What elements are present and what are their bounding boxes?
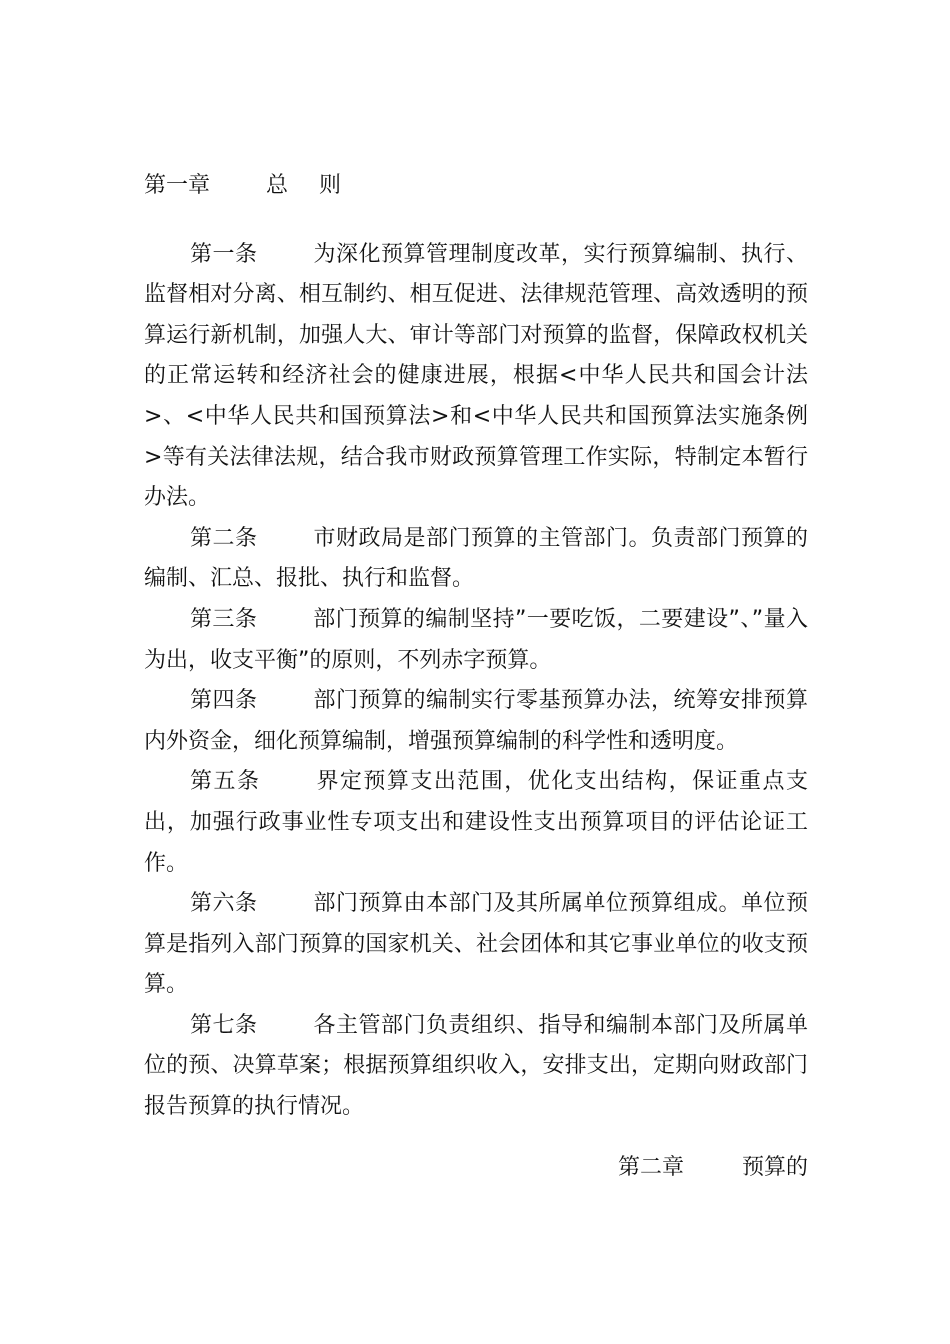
article-2	[144, 519, 808, 600]
article-text: 各主管部门负责组织、指导和编制本部门及所属单位的预、决算草案；根据预算组织收入，安排支出，定期向财政部门报告预算的执行情况。	[144, 1012, 808, 1120]
chapter-label: 第一章	[144, 173, 211, 198]
chapter-label: 第二章	[617, 1155, 684, 1180]
article-number: 第五条	[190, 769, 261, 795]
article-number: 第一条	[190, 241, 258, 267]
chapter-title: 总 则	[266, 173, 342, 198]
article-4	[144, 681, 808, 762]
article-text: 部门预算由本部门及其所属单位预算组成。单位预算是指列入部门预算的国家机关、社会团体和其它事业单位的收支预算。	[144, 891, 808, 998]
article-number: 第六条	[190, 891, 258, 917]
article-3	[144, 600, 808, 681]
article-number: 第四条	[190, 688, 258, 714]
article-number: 第二条	[190, 525, 258, 551]
chapter-heading	[144, 166, 808, 207]
article-text: 界定预算支出范围，优化支出结构，保证重点支出，加强行政事业性专项支出和建设性支出预算项目的评估论证工作。	[144, 769, 808, 876]
article-text: 市财政局是部门预算的主管部门。负责部门预算的编制、汇总、报批、执行和监督。	[144, 525, 808, 592]
article-number: 第七条	[190, 1012, 258, 1038]
article-7	[144, 1006, 808, 1128]
article-1	[144, 235, 808, 519]
article-text: 部门预算的编制坚持”一要吃饭，二要建设”、”量入为出，收支平衡”的原则，不列赤字预算。	[144, 606, 808, 673]
article-text: 为深化预算管理制度改革，实行预算编制、执行、监督相对分离、相互制约、相互促进、法律规范管理、高效透明的预算运行新机制，加强人大、审计等部门对预算的监督，保障政权机关的正常运转和经济社会的健康进展，根据<中华人民共和国会计法>、<中华人民共和国预算法>和<中华人民共和国预算法实施条例>等有关法律法规，结合我市财政预算管理工作实际，特制定本暂行办法。	[144, 241, 808, 511]
next-chapter-heading	[618, 1148, 808, 1188]
article-6	[144, 884, 808, 1006]
article-number: 第三条	[190, 606, 258, 632]
chapter-title: 预算的	[741, 1155, 808, 1180]
article-text: 部门预算的编制实行零基预算办法，统筹安排预算内外资金，细化预算编制，增强预算编制的科学性和透明度。	[144, 688, 808, 754]
article-5	[144, 762, 808, 884]
document-body	[144, 166, 808, 1128]
